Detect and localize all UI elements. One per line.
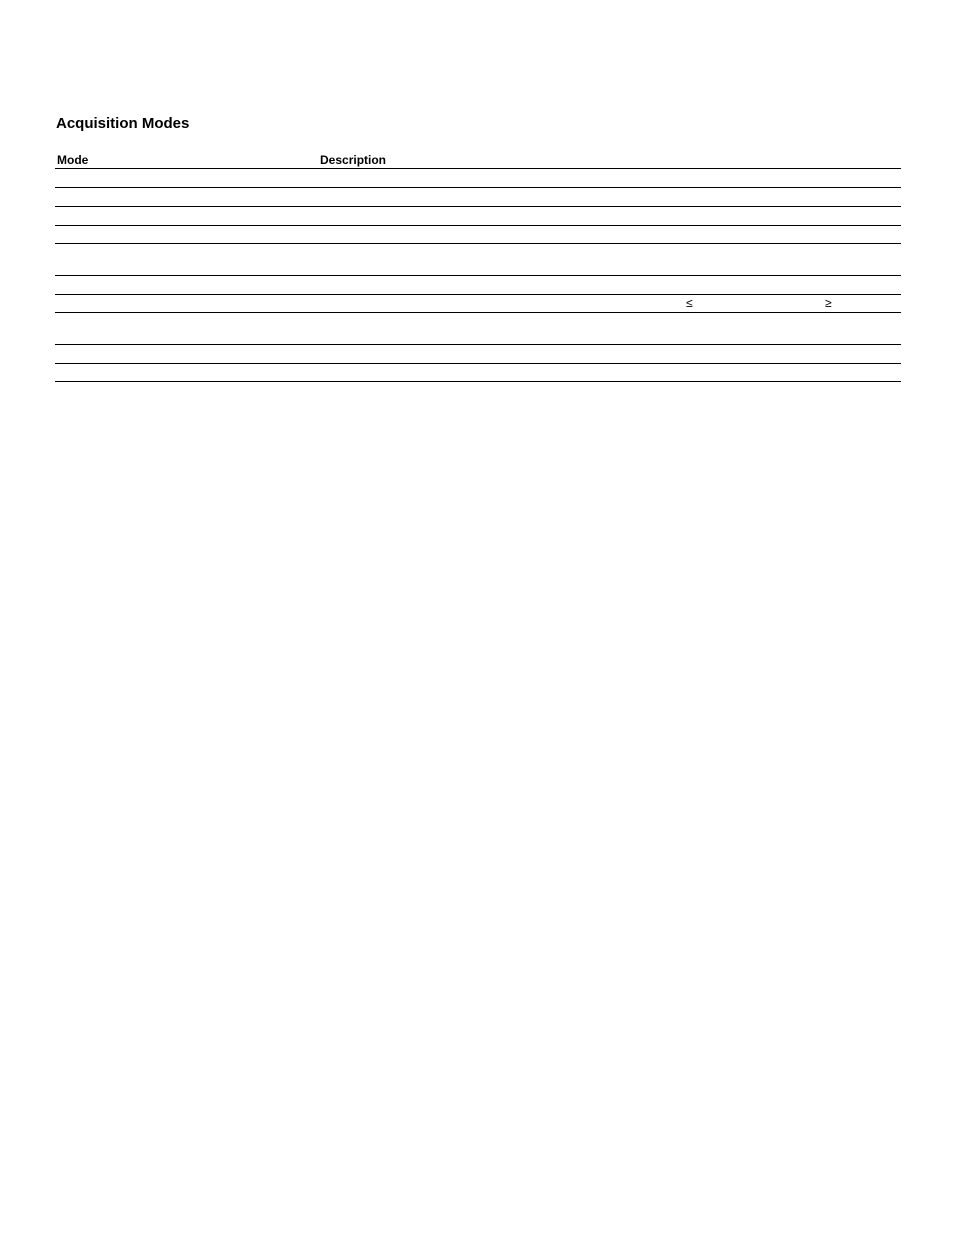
- column-header-mode: Mode: [57, 153, 89, 167]
- table-row: [55, 276, 901, 295]
- table-row: [55, 244, 901, 276]
- less-equal-symbol: ≤: [686, 296, 693, 310]
- table-header-row: [55, 150, 901, 169]
- acquisition-modes-table: [55, 150, 901, 382]
- table-row: [55, 188, 901, 207]
- table-row: [55, 169, 901, 188]
- greater-equal-symbol: ≥: [825, 296, 832, 310]
- table-row: [55, 345, 901, 364]
- table-row: [55, 295, 901, 313]
- table-row: [55, 313, 901, 345]
- table-row: [55, 364, 901, 382]
- table-row: [55, 226, 901, 244]
- section-title: Acquisition Modes: [56, 115, 190, 132]
- column-header-description: Description: [320, 153, 387, 167]
- table-row: [55, 207, 901, 226]
